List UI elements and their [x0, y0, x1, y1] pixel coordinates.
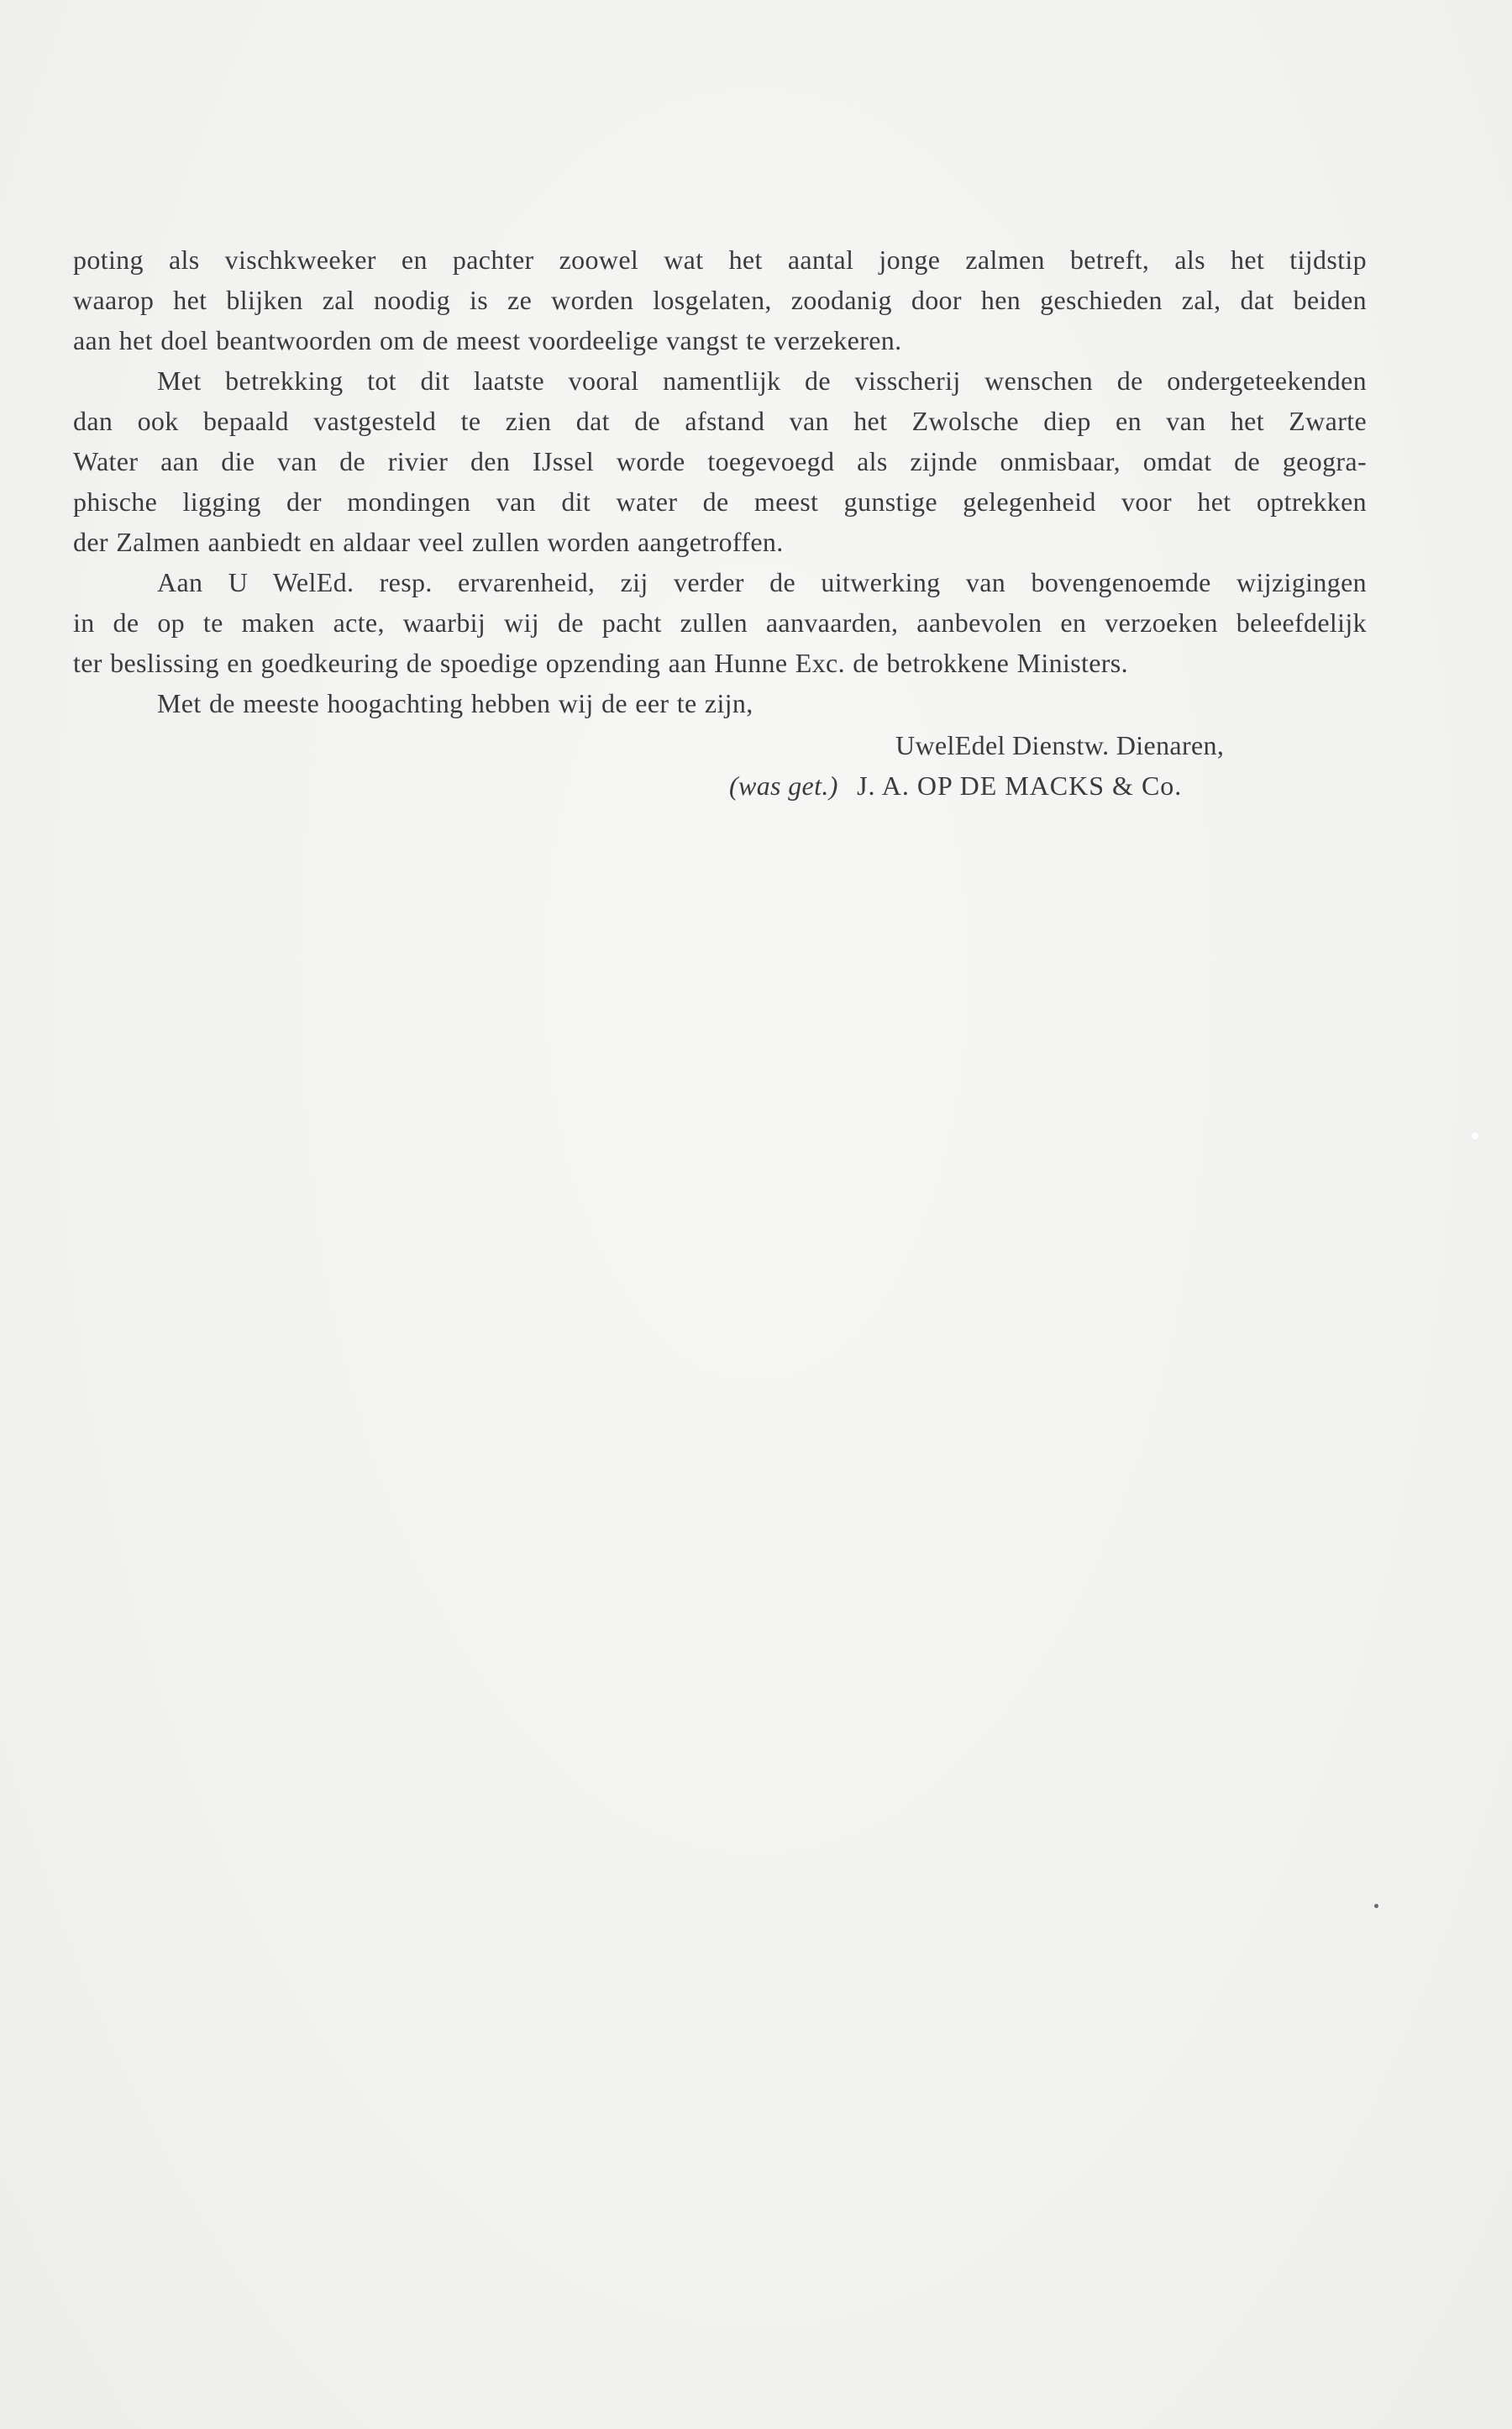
paragraph-1-line-1: poting als vischkweeker en pachter zoowel wat het aantal jonge zalmen betreft, als het tijdstip — [73, 244, 1367, 275]
closing-salutation: UwelEdel Dienstw. Dienaren, — [895, 730, 1225, 760]
paragraph-2-line-5: der Zalmen aanbiedt en aldaar veel zullen worden aangetroffen. — [73, 527, 784, 557]
paragraph-3-line-2: in de op te maken acte, waarbij wij de pacht zullen aanvaarden, aanbevolen en verzoeken beleefdelijk — [73, 607, 1367, 638]
paragraph-2-line-1: Met betrekking tot dit laatste vooral namentlijk de visscherij wenschen de ondergeteekenden — [157, 365, 1367, 396]
paper-speck — [1374, 1904, 1378, 1908]
signature-note: (was get.) — [729, 770, 838, 801]
paper-speck — [1472, 1133, 1478, 1139]
paragraph-4-line-1: Met de meeste hoogachting hebben wij de eer te zijn, — [157, 688, 753, 718]
letter-body — [73, 239, 1367, 723]
signatory-name: J. A. OP DE MACKS & Co. — [857, 770, 1183, 801]
paragraph-1-line-3: aan het doel beantwoorden om de meest voordeelige vangst te verzekeren. — [73, 325, 902, 355]
paragraph-2-line-3: Water aan die van de rivier den IJssel worde toegevoegd als zijnde onmisbaar, omdat de geogra- — [73, 446, 1367, 476]
paragraph-1-line-2: waarop het blijken zal noodig is ze worden losgelaten, zoodanig door hen geschieden zal, dat beiden — [73, 285, 1367, 315]
paragraph-3-line-3: ter beslissing en goedkeuring de spoedige opzending aan Hunne Exc. de betrokkene Ministers. — [73, 648, 1128, 678]
paragraph-2-line-4: phische ligging der mondingen van dit water de meest gunstige gelegenheid voor het optrekken — [73, 486, 1367, 517]
paragraph-3-line-1: Aan U WelEd. resp. ervarenheid, zij verder de uitwerking van bovengenoemde wijzigingen — [157, 567, 1367, 597]
paragraph-2-line-2: dan ook bepaald vastgesteld te zien dat de afstand van het Zwolsche diep en van het Zwarte — [73, 406, 1367, 436]
signature-line — [729, 770, 1182, 802]
